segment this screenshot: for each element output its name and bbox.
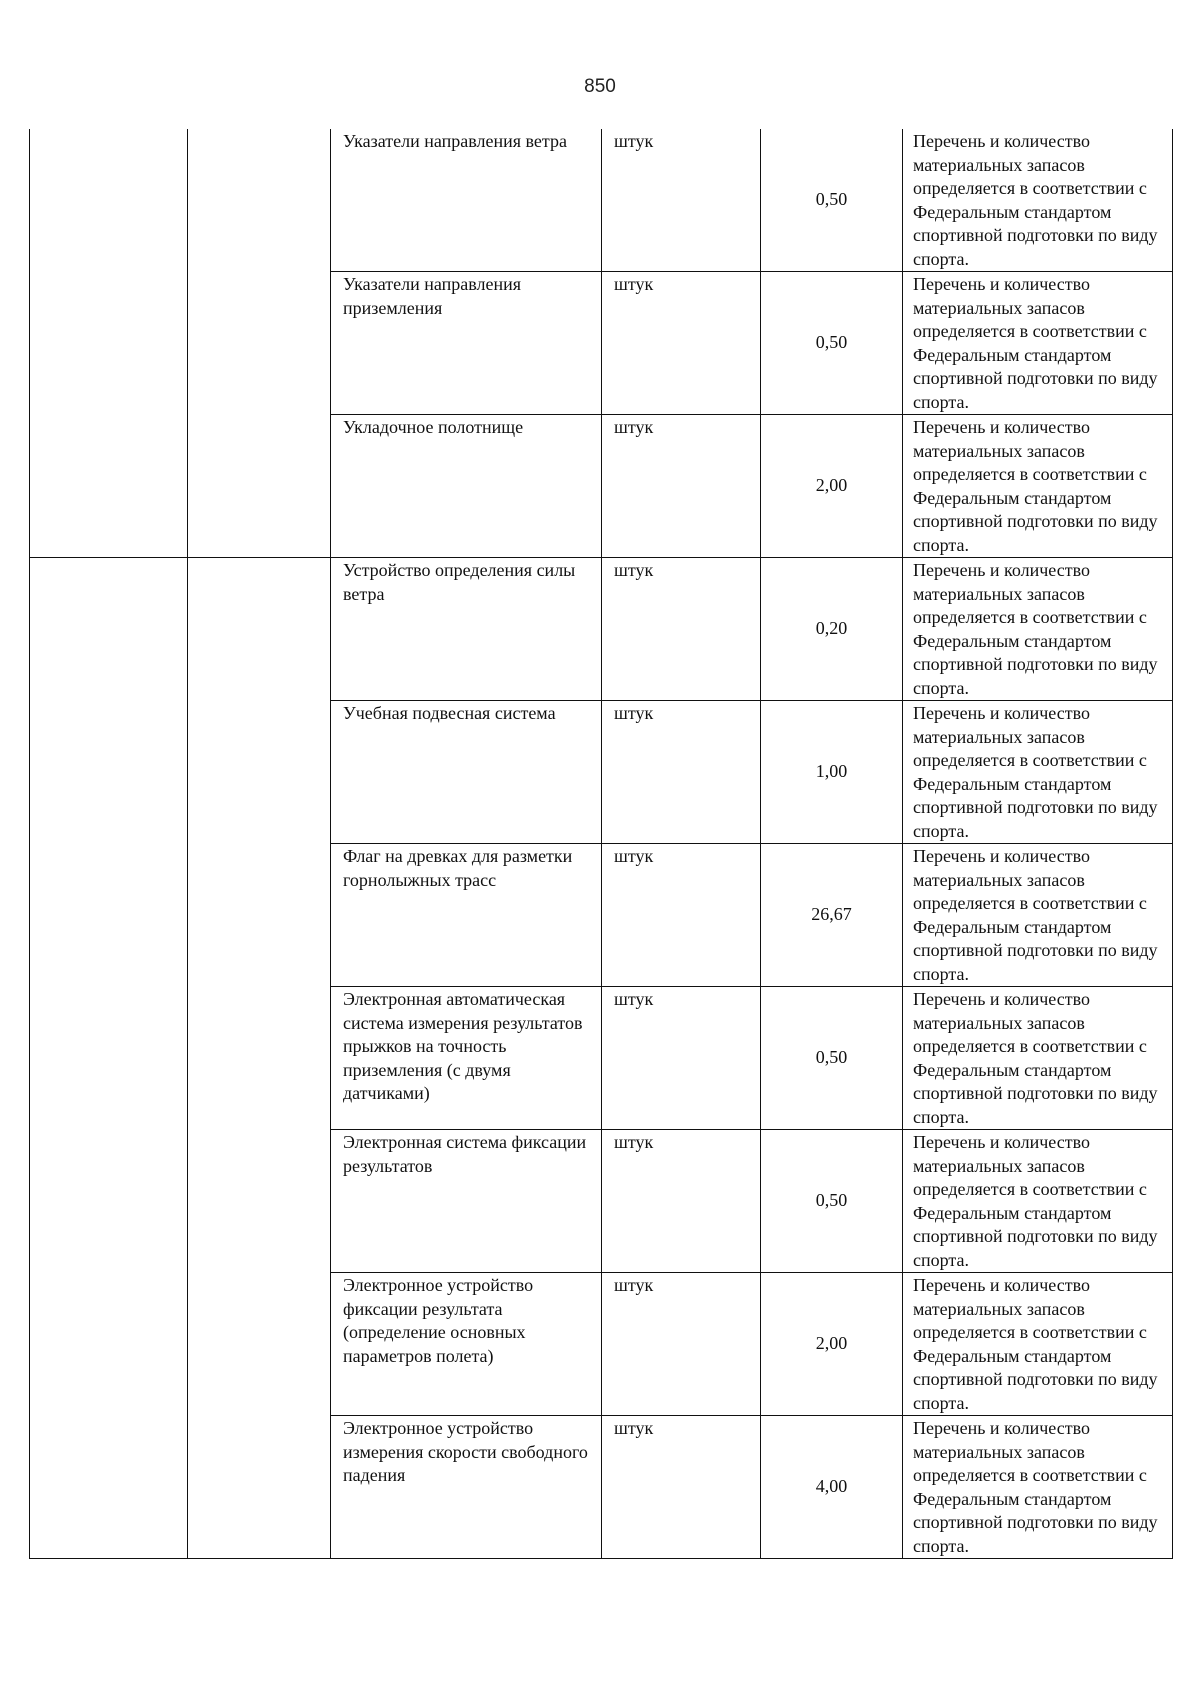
table-row — [30, 558, 1173, 701]
item-quantity: 26,67 — [761, 844, 903, 987]
item-name: Флаг на древках для разметки горнолыжных трасс — [331, 844, 602, 987]
item-unit: штук — [602, 987, 761, 1130]
item-unit: штук — [602, 558, 761, 701]
item-note: Перечень и количество материальных запасов определяется в соответствии с Федеральным стандартом спортивной подготовки по виду спорта. — [903, 987, 1173, 1130]
item-quantity: 0,50 — [761, 987, 903, 1130]
item-unit: штук — [602, 701, 761, 844]
item-quantity: 2,00 — [761, 415, 903, 558]
item-name: Указатели направления ветра — [331, 129, 602, 272]
table-row — [30, 129, 1173, 272]
item-note: Перечень и количество материальных запасов определяется в соответствии с Федеральным стандартом спортивной подготовки по виду спорта. — [903, 1130, 1173, 1273]
materials-table — [29, 129, 1173, 1559]
item-name: Укладочное полотнище — [331, 415, 602, 558]
item-unit: штук — [602, 844, 761, 987]
item-name: Указатели направления приземления — [331, 272, 602, 415]
item-note: Перечень и количество материальных запасов определяется в соответствии с Федеральным стандартом спортивной подготовки по виду спорта. — [903, 1416, 1173, 1559]
item-unit: штук — [602, 129, 761, 272]
item-note: Перечень и количество материальных запасов определяется в соответствии с Федеральным стандартом спортивной подготовки по виду спорта. — [903, 1273, 1173, 1416]
item-quantity: 0,50 — [761, 272, 903, 415]
group-cell-title — [188, 558, 331, 1559]
item-note: Перечень и количество материальных запасов определяется в соответствии с Федеральным стандартом спортивной подготовки по виду спорта. — [903, 844, 1173, 987]
group-cell-number — [30, 129, 188, 558]
item-name: Учебная подвесная система — [331, 701, 602, 844]
item-note: Перечень и количество материальных запасов определяется в соответствии с Федеральным стандартом спортивной подготовки по виду спорта. — [903, 129, 1173, 272]
item-note: Перечень и количество материальных запасов определяется в соответствии с Федеральным стандартом спортивной подготовки по виду спорта. — [903, 415, 1173, 558]
item-quantity: 4,00 — [761, 1416, 903, 1559]
item-quantity: 0,20 — [761, 558, 903, 701]
item-quantity: 1,00 — [761, 701, 903, 844]
item-unit: штук — [602, 1273, 761, 1416]
item-quantity: 2,00 — [761, 1273, 903, 1416]
item-quantity: 0,50 — [761, 1130, 903, 1273]
item-name: Электронное устройство фиксации результата (определение основных параметров полета) — [331, 1273, 602, 1416]
item-name: Электронное устройство измерения скорости свободного падения — [331, 1416, 602, 1559]
item-note: Перечень и количество материальных запасов определяется в соответствии с Федеральным стандартом спортивной подготовки по виду спорта. — [903, 558, 1173, 701]
item-note: Перечень и количество материальных запасов определяется в соответствии с Федеральным стандартом спортивной подготовки по виду спорта. — [903, 701, 1173, 844]
group-cell-title — [188, 129, 331, 558]
group-cell-number — [30, 558, 188, 1559]
page-number: 850 — [584, 76, 616, 97]
item-note: Перечень и количество материальных запасов определяется в соответствии с Федеральным стандартом спортивной подготовки по виду спорта. — [903, 272, 1173, 415]
item-unit: штук — [602, 1130, 761, 1273]
item-unit: штук — [602, 415, 761, 558]
item-name: Электронная автоматическая система измерения результатов прыжков на точность приземления (с двумя датчиками) — [331, 987, 602, 1130]
item-name: Электронная система фиксации результатов — [331, 1130, 602, 1273]
item-unit: штук — [602, 1416, 761, 1559]
item-name: Устройство определения силы ветра — [331, 558, 602, 701]
item-unit: штук — [602, 272, 761, 415]
item-quantity: 0,50 — [761, 129, 903, 272]
